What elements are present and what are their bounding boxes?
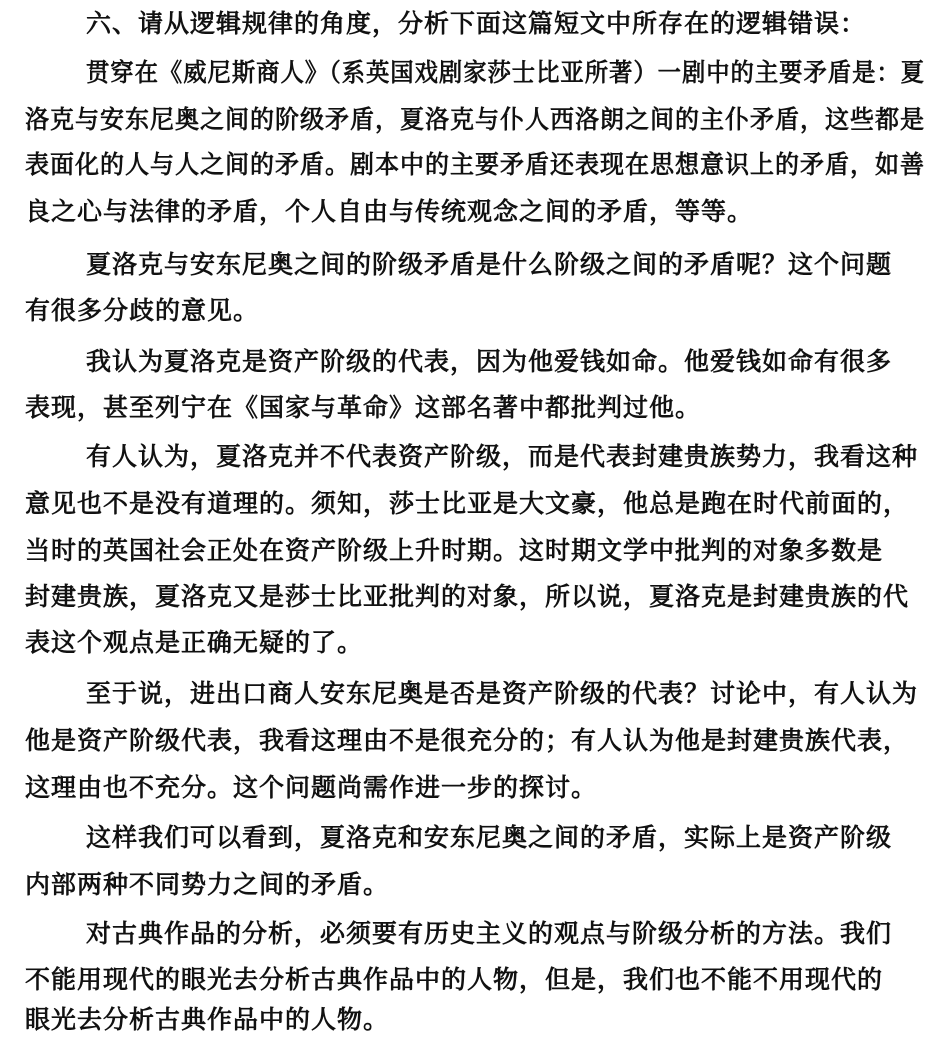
text-line-7: 我认为夏洛克是资产阶级的代表，因为他爱钱如命。他爱钱如命有很多	[86, 347, 893, 376]
text-line-14: 至于说，进出口商人安东尼奥是否是资产阶级的代表？讨论中，有人认为	[86, 679, 919, 708]
text-line-9: 有人认为，夏洛克并不代表资产阶级，而是代表封建贵族势力，我看这种	[86, 442, 919, 471]
text-line-20: 不能用现代的眼光去分析古典作品中的人物，但是，我们也不能不用现代的	[25, 965, 884, 994]
text-line-16: 这理由也不充分。这个问题尚需作进一步的探讨。	[25, 773, 598, 802]
text-line-5: 夏洛克与安东尼奥之间的阶级矛盾是什么阶级之间的矛盾呢？这个问题	[86, 250, 893, 279]
text-line-4: 良之心与法律的矛盾，个人自由与传统观念之间的矛盾，等等。	[25, 197, 754, 226]
text-line-10: 意见也不是没有道理的。须知，莎士比亚是大文豪，他总是跑在时代前面的，	[25, 489, 910, 518]
question-heading: 六、请从逻辑规律的角度，分析下面这篇短文中所存在的逻辑错误：	[86, 9, 867, 38]
text-line-12: 封建贵族，夏洛克又是莎士比亚批判的对象，所以说，夏洛克是封建贵族的代	[25, 582, 910, 611]
text-line-6: 有很多分歧的意见。	[25, 296, 260, 325]
text-line-21: 眼光去分析古典作品中的人物。	[25, 1005, 390, 1034]
text-line-3: 表面化的人与人之间的矛盾。剧本中的主要矛盾还表现在思想意识上的矛盾，如善	[25, 150, 925, 179]
text-line-15: 他是资产阶级代表，我看这理由不是很充分的；有人认为他是封建贵族代表，	[25, 726, 910, 755]
text-line-8: 表现，甚至列宁在《国家与革命》这部名著中都批判过他。	[25, 393, 702, 422]
text-line-2: 洛克与安东尼奥之间的阶级矛盾，夏洛克与仆人西洛朗之间的主仆矛盾，这些都是	[25, 105, 925, 134]
text-line-18: 内部两种不同势力之间的矛盾。	[25, 870, 390, 899]
text-line-11: 当时的英国社会正处在资产阶级上升时期。这时期文学中批判的对象多数是	[25, 536, 884, 565]
text-line-17: 这样我们可以看到，夏洛克和安东尼奥之间的矛盾，实际上是资产阶级	[86, 823, 893, 852]
text-line-13: 表这个观点是正确无疑的了。	[25, 628, 364, 657]
text-line-1: 贯穿在《威尼斯商人》（系英国戏剧家莎士比亚所著）一剧中的主要矛盾是：夏	[86, 58, 925, 87]
text-line-19: 对古典作品的分析，必须要有历史主义的观点与阶级分析的方法。我们	[86, 919, 893, 948]
